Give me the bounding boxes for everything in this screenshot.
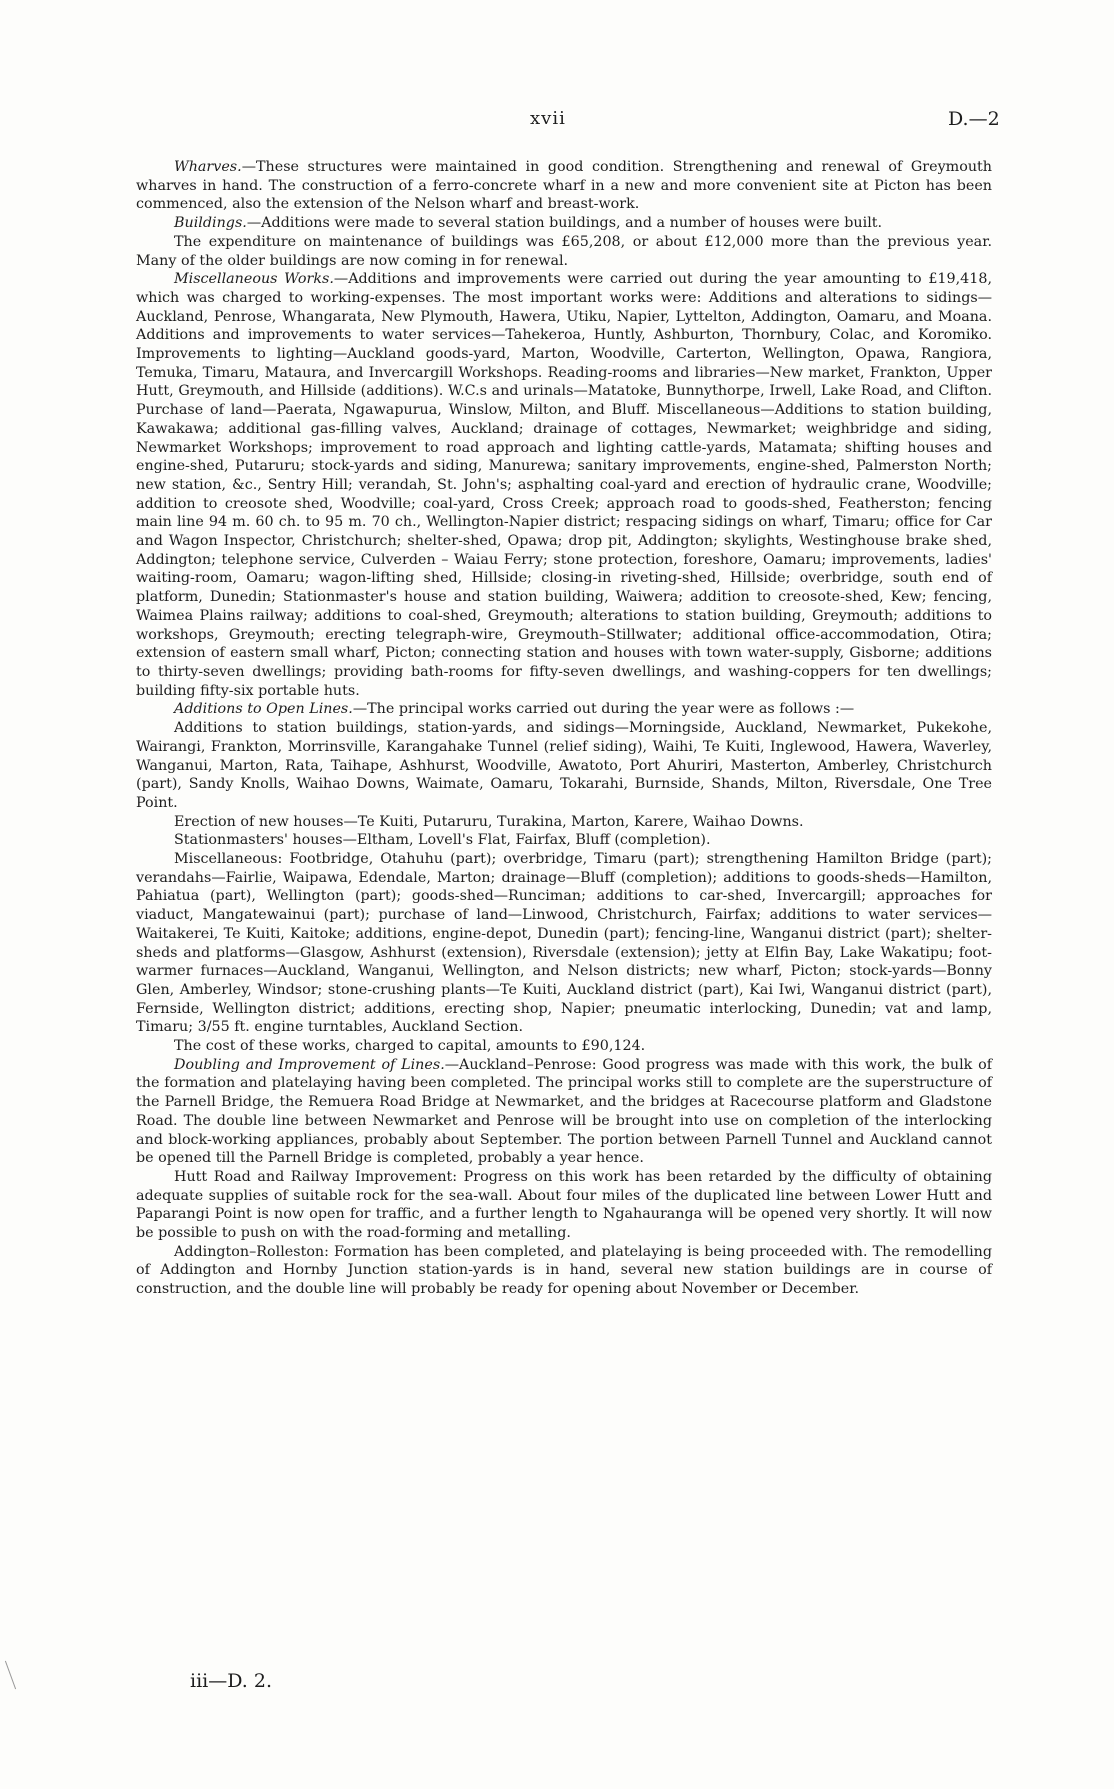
miscellaneous-works-heading: Miscellaneous Works.: [174, 271, 334, 288]
wharves-text: —These structures were maintained in good condition. Strengthening and renewal of Greymouth wharves in hand. The construction of a ferro-concrete wharf in a new and more convenient site at Picton has been commenced, also the extension of the Nelson wharf and breast-work.: [136, 159, 992, 213]
wharves-paragraph: [136, 158, 992, 214]
open-lines-paragraph: [136, 700, 992, 719]
doubling-heading: Doubling and Improvement of Lines.: [174, 1056, 445, 1073]
buildings-paragraph: [136, 214, 992, 233]
addington-paragraph: Addington–Rolleston: Formation has been completed, and platelaying is being proceeded with. The remodelling of Addington and Hornby Junction station-yards is in hand, several new station buildings are in course of construction, and the double line will probably be ready for opening about November or December.: [136, 1243, 992, 1298]
open-lines-heading: Additions to Open Lines.: [174, 701, 353, 718]
buildings-text: —Additions were made to several station buildings, and a number of houses were built.: [246, 215, 883, 232]
document-body: [136, 158, 992, 1299]
miscellaneous-works-text: —Additions and improvements were carried out during the year amounting to £19,418, which was charged to working-expenses. The most important works were: Additions and alterations to sidings—Auckland, Penrose, Whangarata, New Plymouth, Hawera, Utiku, Napier, Lyttelton, Addington, Oamaru, and Moana. Additions and improvements to water services—Tahekeroa, Huntly, Ashburton, Thornbury, Colac, and Koromiko. Improvements to lighting—Auckland goods-yard, Marton, Woodville, Carterton, Wellington, Opawa, Rangiora, Temuka, Timaru, Mataura, and Invercargill Workshops. Reading-rooms and libraries—New market, Frankton, Upper Hutt, Greymouth, and Hillside (additions). W.C.s and urinals—Matatoke, Bunnythorpe, Irwell, Lake Road, and Clifton. Purchase of land—Paerata, Ngawapurua, Winslow, Milton, and Bluff. Miscellaneous—Additions to station building, Kawakawa; additional gas-filling valves, Auckland; drainage of cottages, Newmarket; weighbridge and siding, Newmarket Workshops; improvement to road approach and lighting cattle-yards, Matamata; shifting houses and engine-shed, Putaruru; stock-yards and siding, Manurewa; sanitary improvements, engine-shed, Palmerston North; new station, &c., Sentry Hill; verandah, St. John's; asphalting coal-yard and erection of hydraulic crane, Woodville; addition to creosote shed, Woodville; coal-yard, Cross Creek; approach road to goods-shed, Featherston; fencing main line 94 m. 60 ch. to 95 m. 70 ch., Wellington-Napier district; respacing sidings on wharf, Timaru; office for Car and Wagon Inspector, Christchurch; shelter-shed, Opawa; drop pit, Addington; skylights, Westinghouse brake shed, Addington; telephone service, Culverden – Waiau Ferry; stone protection, foreshore, Oamaru; improvements, ladies' waiting-room, Oamaru; wagon-lifting shed, Hillside; closing-in riveting-shed, Hillside; overbridge, south end of platform, Dunedin; Stationmaster's house and station building, Waiwera; addition to creosote-shed, Kew; fencing, Waimea Plains railway; additions to coal-shed, Greymouth; alterations to station building, Greymouth; additions to workshops, Greymouth; erecting telegraph-wire, Greymouth–Stillwater; additional office-accommodation, Otira; extension of eastern small wharf, Picton; connecting station and houses with town water-supply, Gisborne; additions to thirty-seven dwellings; providing bath-rooms for fifty-seven dwellings, and washing-coppers for ten dwellings; building fifty-six portable huts.: [136, 271, 992, 699]
open-lines-intro: —The principal works carried out during the year were as follows :—: [352, 701, 855, 718]
open-lines-item: Erection of new houses—Te Kuiti, Putaruru, Turakina, Marton, Karere, Waihao Downs.: [174, 813, 804, 830]
buildings-heading: Buildings.: [174, 215, 247, 232]
open-lines-cost: The cost of these works, charged to capital, amounts to £90,124.: [174, 1038, 646, 1055]
hutt-road-paragraph: Hutt Road and Railway Improvement: Progress on this work has been retarded by the difficulty of obtaining adequate supplies of suitable rock for the sea-wall. About four miles of the duplicated line between Lower Hutt and Paparangi Point is now open for traffic, and a further length to Ngahauranga will be opened very shortly. It will now be possible to push on with the road-forming and metalling.: [136, 1168, 992, 1242]
page-signature: iii—D. 2.: [190, 1670, 272, 1692]
doubling-text: —Auckland–Penrose: Good progress was made with this work, the bulk of the formation and platelaying having been completed. The principal works still to complete are the superstructure of the Parnell Bridge, the Remuera Road Bridge at Newmarket, and the bridges at Racecourse platform and Gladstone Road. The double line between Newmarket and Penrose will be brought into use on completion of the interlocking and block-working appliances, probably about September. The portion between Parnell Tunnel and Auckland cannot be opened till the Parnell Bridge is completed, probably a year hence.: [136, 1056, 992, 1167]
open-lines-item: Miscellaneous: Footbridge, Otahuhu (part); overbridge, Timaru (part); strengthening Hamilton Bridge (part); verandahs—Fairlie, Waipawa, Edendale, Marton; drainage—Bluff (completion); additions to goods-sheds—Hamilton, Pahiatua (part), Wellington (part); goods-shed—Runciman; additions to car-shed, Invercargill; approaches for viaduct, Mangatewainui (part); purchase of land—Linwood, Christchurch, Fairfax; additions to water services—Waitakerei, Te Kuiti, Kaitoke; additions, engine-depot, Dunedin (part); fencing-line, Wanganui district (part); shelter-sheds and platforms—Glasgow, Ashhurst (extension), Riversdale (extension); jetty at Elfin Bay, Lake Wakatipu; foot-warmer furnaces—Auckland, Wanganui, Wellington, and Nelson districts; new wharf, Picton; stock-yards—Bonny Glen, Amberley, Windsor; stone-crushing plants—Te Kuiti, Auckland district (part), Kai Iwi, Wanganui district (part), Fernside, Wellington district; additions, erecting shop, Napier; pneumatic interlocking, Dunedin; vat and lamp, Timaru; 3/55 ft. engine turntables, Auckland Section.: [136, 851, 992, 1036]
page-number: xvii: [530, 108, 566, 129]
open-lines-item: Additions to station buildings, station-yards, and sidings—Morningside, Auckland, Newmarket, Pukekohe, Wairangi, Frankton, Morrinsville, Karangahake Tunnel (relief siding), Waihi, Te Kuiti, Inglewood, Hawera, Waverley, Wanganui, Marton, Rata, Taihape, Ashhurst, Woodville, Awatoto, Port Ahuriri, Masterton, Amberley, Christchurch (part), Sandy Knolls, Waihao Downs, Waimate, Oamaru, Tokarahi, Burnside, Shands, Milton, Riversdale, One Tree Point.: [136, 720, 992, 811]
miscellaneous-works-paragraph: [136, 270, 992, 700]
margin-mark: [5, 1661, 16, 1690]
open-lines-item: Stationmasters' houses—Eltham, Lovell's Flat, Fairfax, Bluff (completion).: [174, 832, 711, 849]
wharves-heading: Wharves.: [174, 159, 242, 175]
doubling-paragraph: [136, 1056, 992, 1168]
buildings-expenditure-paragraph: The expenditure on maintenance of buildings was £65,208, or about £12,000 more than the previous year. Many of the older buildings are now coming in for renewal.: [136, 233, 992, 269]
page-header: [0, 108, 1114, 138]
document-code: D.—2: [948, 108, 1000, 130]
